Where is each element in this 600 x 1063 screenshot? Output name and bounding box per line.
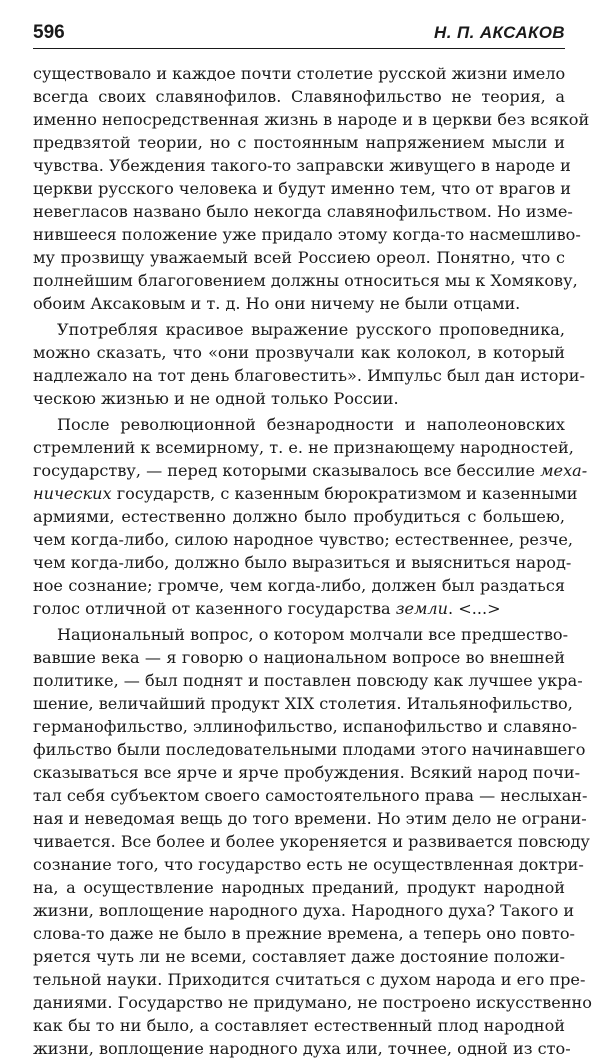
paragraph-3 bbox=[33, 413, 588, 620]
text-line: чувства. Убеждения такого-то заправски живущего в народе и bbox=[33, 156, 571, 175]
text-line: ряется чуть ли не всеми, составляет даже достояние положи- bbox=[33, 947, 565, 966]
text-line: германофильство, эллинофильство, испанофильство и славяно- bbox=[33, 717, 578, 736]
text-line bbox=[33, 597, 565, 620]
text-line: вавшие века — я говорю о национальном вопросе во внешней bbox=[33, 648, 565, 667]
text-line: полнейшим благоговением должны относиться мы к Хомякову, bbox=[33, 271, 578, 290]
text-line: чем когда-либо, силою народное чувство; естественнее, резче, bbox=[33, 530, 573, 549]
text-line bbox=[33, 482, 578, 505]
emphasis-term: земли bbox=[395, 599, 449, 618]
text-line: слова-то даже не было в прежние времена, а теперь оно повто- bbox=[33, 924, 575, 943]
page-number: 596 bbox=[33, 22, 65, 43]
text-line: стремлений к всемирному, т. е. не признающему народностей, bbox=[33, 438, 574, 457]
text-line: как бы то ни было, а составляет естественный плод народной bbox=[33, 1016, 565, 1035]
text-line: даниями. Государство не придумано, не построено искусственно bbox=[33, 993, 592, 1012]
text-fragment: государств, с казенным бюрократизмом и казенными bbox=[116, 484, 578, 503]
text-line: предвзятой теории, но с постоянным напряжением мысли и bbox=[33, 133, 565, 152]
text-line: на, а осуществление народных преданий, продукт народной bbox=[33, 878, 565, 897]
text-line: Употребляя красивое выражение русского проповедника, bbox=[57, 320, 565, 339]
text-line: жизни, воплощение народного духа. Народного духа? Такого и bbox=[33, 901, 575, 920]
emphasis-prefix: меха- bbox=[540, 461, 588, 480]
text-line: После революционной безнародности и наполеоновских bbox=[57, 415, 565, 434]
text-line: существовало и каждое почти столетие русской жизни имело bbox=[33, 64, 566, 83]
text-line: обоим Аксаковым и т. д. Но они ничему не были отцами. bbox=[33, 294, 521, 313]
text-line: Национальный вопрос, о котором молчали все предшество- bbox=[57, 625, 569, 644]
running-head-author: Н. П. АКСАКОВ bbox=[434, 23, 565, 42]
text-line: сказываться все ярче и ярче пробуждения. Всякий народ почи- bbox=[33, 763, 581, 782]
text-line: му прозвищу уважаемый всей Россиею ореол. Понятно, что с bbox=[33, 248, 565, 267]
text-fragment: . <...> bbox=[448, 599, 501, 618]
text-line: можно сказать, что «они прозвучали как колокол, в который bbox=[33, 343, 565, 362]
text-line: ческою жизнью и не одной только России. bbox=[33, 389, 399, 408]
paragraph-4 bbox=[33, 623, 592, 1060]
text-line: ная и неведомая вещь до того времени. Но этим дело не ограни- bbox=[33, 809, 587, 828]
paragraph-1 bbox=[33, 62, 590, 315]
book-page bbox=[33, 22, 592, 1063]
text-line bbox=[33, 459, 588, 482]
running-head bbox=[33, 22, 565, 49]
emphasis-term: нических bbox=[33, 484, 112, 503]
text-line: тельной науки. Приходится считаться с духом народа и его пре- bbox=[33, 970, 586, 989]
paragraph-2 bbox=[33, 318, 585, 410]
text-line: политике, — был поднят и поставлен повсюду как лучшее укра- bbox=[33, 671, 583, 690]
text-line: армиями, естественно должно было пробудиться с большею, bbox=[33, 507, 565, 526]
text-line: именно непосредственная жизнь в народе и в церкви без всякой bbox=[33, 110, 590, 129]
text-line: нившееся положение уже придало этому когда-то насмешливо- bbox=[33, 225, 581, 244]
text-line: сознание того, что государство есть не осуществленная доктри- bbox=[33, 855, 584, 874]
text-line: церкви русского человека и будут именно тем, что от врагов и bbox=[33, 179, 571, 198]
text-line: ное сознание; громче, чем когда-либо, должен был раздаться bbox=[33, 576, 565, 595]
body-text bbox=[33, 62, 592, 1060]
text-line: всегда своих славянофилов. Славянофильство не теория, а bbox=[33, 87, 565, 106]
text-line: чивается. Все более и более укореняется и развивается повсюду bbox=[33, 832, 590, 851]
text-fragment: голос отличной от казенного государства bbox=[33, 599, 391, 618]
text-fragment: государству, — перед которыми сказывалось все бессилие bbox=[33, 461, 536, 480]
text-line: шение, величайший продукт XIX столетия. Итальянофильство, bbox=[33, 694, 573, 713]
text-line: невегласов названо было некогда славянофильством. Но изме- bbox=[33, 202, 573, 221]
text-line: фильство были последовательными плодами этого начинавшего bbox=[33, 740, 586, 759]
text-line: чем когда-либо, должно было выразиться и выясниться народ- bbox=[33, 553, 572, 572]
text-line: жизни, воплощение народного духа или, точнее, одной из сто- bbox=[33, 1039, 571, 1058]
text-line: надлежало на тот день благовестить». Импульс был дан истори- bbox=[33, 366, 585, 385]
text-line: тал себя субъектом своего самостоятельного права — неслыхан- bbox=[33, 786, 588, 805]
